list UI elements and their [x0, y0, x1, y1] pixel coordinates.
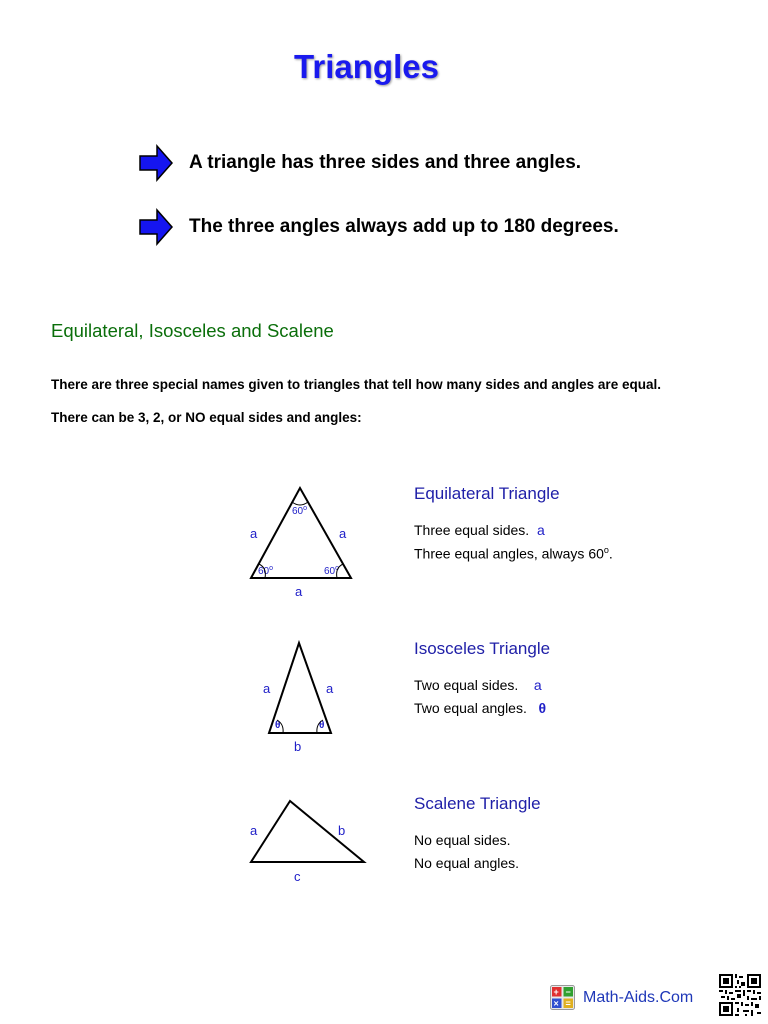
- side-label: a: [250, 526, 258, 541]
- triangle-desc: No equal angles.: [414, 855, 520, 871]
- bullet-text: The three angles always add up to 180 degrees.: [189, 216, 619, 237]
- blue-arrow-icon: [138, 207, 174, 247]
- triangle-desc: Three equal sides. a: [414, 522, 545, 538]
- paragraph: There are three special names given to triangles that tell how many sides and angles are equal.: [51, 377, 661, 392]
- side-label: b: [338, 823, 346, 838]
- bullet-text: A triangle has three sides and three angles.: [189, 152, 582, 173]
- site-logo[interactable]: [550, 985, 693, 1010]
- bullet-item: [138, 143, 581, 183]
- svg-text:+: +: [553, 987, 559, 997]
- scalene-triangle-diagram: [240, 790, 375, 890]
- calculator-icon: [550, 985, 575, 1010]
- angle-label: 60$^o$: [324, 565, 340, 577]
- bullet-item: [138, 207, 619, 247]
- scalene-triangle-shape: [251, 801, 364, 862]
- side-label: a: [250, 823, 258, 838]
- section-heading: Equilateral, Isosceles and Scalene: [51, 320, 334, 341]
- triangle-desc: Two equal angles. θ: [414, 700, 547, 716]
- side-label: a: [326, 681, 334, 696]
- page-title: Triangles: [294, 48, 439, 85]
- svg-text:=: =: [565, 998, 571, 1009]
- blue-arrow-icon: [138, 143, 174, 183]
- variable-label: θ: [538, 700, 547, 716]
- triangle-title: Scalene Triangle: [414, 794, 541, 813]
- triangle-title: Isosceles Triangle: [414, 639, 551, 658]
- variable-label: a: [533, 677, 542, 693]
- side-label: b: [294, 739, 302, 754]
- qr-code-icon: [719, 974, 761, 1016]
- angle-label: θ: [275, 720, 281, 731]
- angle-label: 60$^o$: [258, 565, 274, 577]
- side-label: c: [294, 869, 301, 884]
- side-label: a: [339, 526, 347, 541]
- triangle-title: Equilateral Triangle: [414, 484, 560, 503]
- triangle-desc: Two equal sides. a: [414, 677, 542, 693]
- triangle-desc: No equal sides.: [414, 832, 511, 848]
- variable-label: a: [536, 522, 545, 538]
- side-label: a: [295, 584, 303, 599]
- angle-label: 60$^o$: [292, 505, 308, 517]
- site-name[interactable]: Math-Aids.Com: [583, 988, 694, 1006]
- svg-text:−: −: [565, 987, 571, 997]
- svg-text:×: ×: [553, 998, 559, 1009]
- paragraph: There can be 3, 2, or NO equal sides and angles:: [51, 410, 362, 425]
- angle-label: θ: [319, 720, 325, 731]
- isosceles-triangle-diagram: [255, 635, 345, 757]
- side-label: a: [263, 681, 271, 696]
- triangle-desc: Three equal angles, always 60$^o$.: [414, 545, 613, 562]
- equilateral-triangle-diagram: [240, 480, 370, 600]
